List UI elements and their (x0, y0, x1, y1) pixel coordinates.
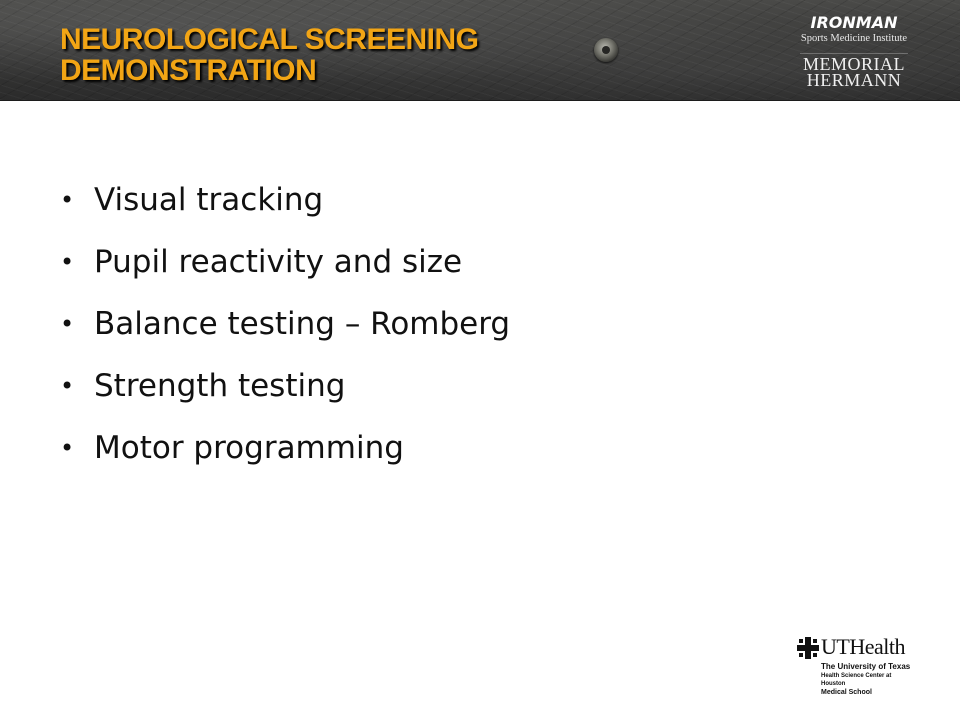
bullet-item (60, 234, 510, 296)
memorial-hermann-logo (796, 56, 912, 88)
bullet-list (60, 172, 510, 482)
bullet-dot: • (60, 310, 75, 338)
bullet-text: Balance testing – Romberg (94, 306, 511, 342)
rivet-decoration (594, 38, 618, 62)
slide-title (60, 24, 478, 86)
memorial-hermann-line-1: MEMORIAL (803, 54, 905, 74)
slide-title-line-1: NEUROLOGICAL SCREENING (60, 23, 479, 56)
bullet-dot: • (60, 434, 75, 462)
bullet-dot: • (60, 248, 75, 276)
bullet-text: Visual tracking (94, 182, 324, 218)
bullet-dot: • (60, 372, 75, 400)
bullet-item (60, 172, 510, 234)
bullet-text: Motor programming (94, 430, 404, 466)
title-banner (0, 0, 960, 101)
uthealth-cross-icon (797, 637, 819, 659)
ironman-wordmark: IRONMAN (810, 13, 898, 32)
memorial-hermann-line-2: HERMANN (806, 70, 902, 90)
uthealth-wordmark: UTHealth (821, 634, 905, 659)
bullet-item (60, 358, 510, 420)
slide-title-line-2: DEMONSTRATION (60, 54, 317, 87)
uthealth-university: The University of Texas (821, 662, 911, 671)
bullet-dot: • (60, 186, 75, 214)
bullet-text: Pupil reactivity and size (94, 244, 463, 280)
bullet-item (60, 296, 510, 358)
uthealth-school: Medical School (821, 689, 872, 696)
uthealth-center: Health Science Center at Houston (821, 673, 892, 687)
uthealth-logo (797, 632, 915, 706)
bullet-item (60, 420, 510, 482)
bullet-text: Strength testing (94, 368, 346, 404)
ironman-logo (796, 14, 912, 45)
ironman-subtitle: Sports Medicine Institute (800, 33, 908, 44)
